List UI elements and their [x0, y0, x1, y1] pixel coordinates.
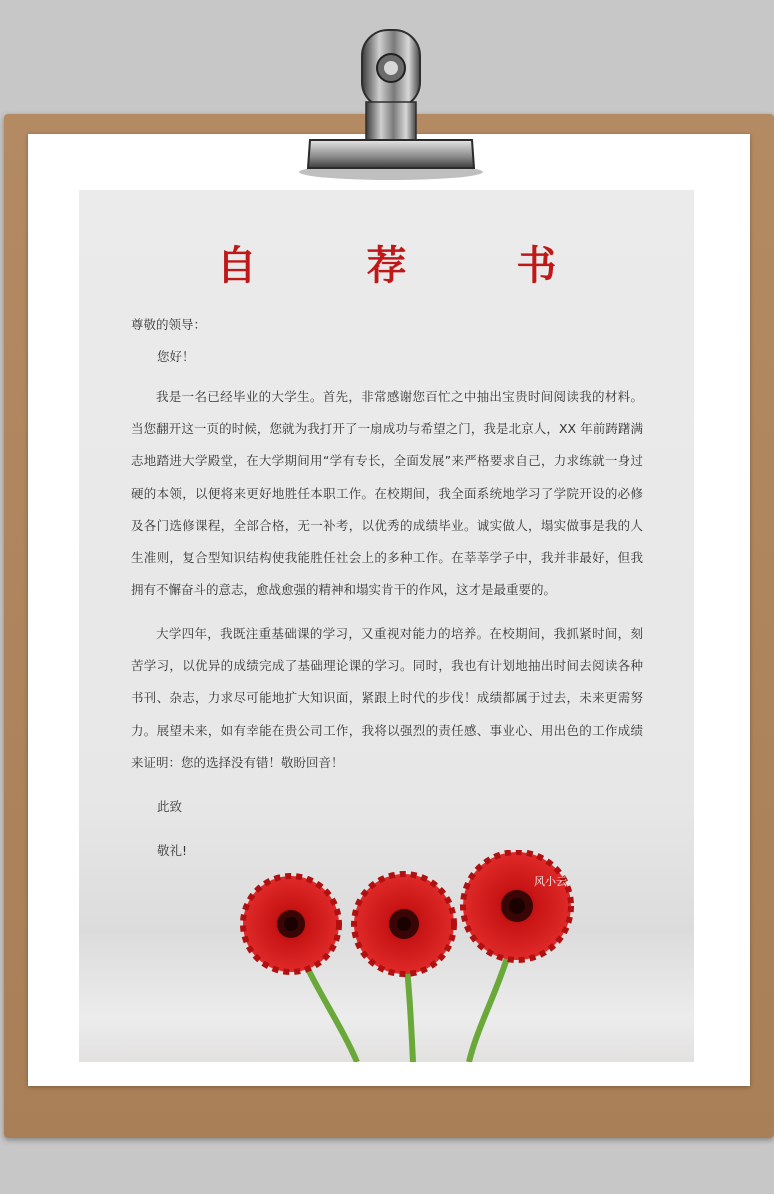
signature-name: 风小云 [534, 875, 567, 888]
letter-page [79, 190, 694, 1062]
closing-ci-zhi: 此致 [157, 799, 183, 814]
letter-title: 自 荐 书 [216, 242, 605, 289]
salutation: 尊敬的领导： [131, 317, 207, 332]
closing-jing-li: 敬礼! [157, 843, 188, 858]
greeting: 您好！ [157, 349, 195, 364]
body-paragraph-1: 我是一名已经毕业的大学生。首先，非常感谢您百忙之中抽出宝贵时间阅读我的材料。当您翻开这一页的时候，您就为我打开了一扇成功与希望之门，我是北京人，XX 年前踌躇满志地踏进大学殿堂，在大学期间用“学有专长，全面发展”来严格要求自己，力求练就一身过硬的本领，以便将来更好地胜任本职工作。在校期间，我全面系统地学习了学院开设的必修及各门选修课程，全部合格，无一补考，以优秀的成绩毕业。诚实做人，塌实做事是我的人生准则，复合型知识结构使我能胜任社会上的多种工作。在莘莘学子中，我并非最好，但我拥有不懈奋斗的意志，愈战愈强的精神和塌实肯干的作风，这才是最重要的。 [131, 389, 643, 598]
binder-clip-icon [296, 22, 486, 182]
body-paragraph-2: 大学四年，我既注重基础课的学习，又重视对能力的培养。在校期间，我抓紧时间，刻苦学习，以优异的成绩完成了基础理论课的学习。同时，我也有计划地抽出时间去阅读各种书刊、杂志，力求尽可能地扩大知识面，紧跟上时代的步伐！成绩都属于过去，未来更需努力。展望未来，如有幸能在贵公司工作，我将以强烈的责任感、事业心、用出色的工作成绩来证明：您的选择没有错！敬盼回音！ [131, 626, 643, 770]
